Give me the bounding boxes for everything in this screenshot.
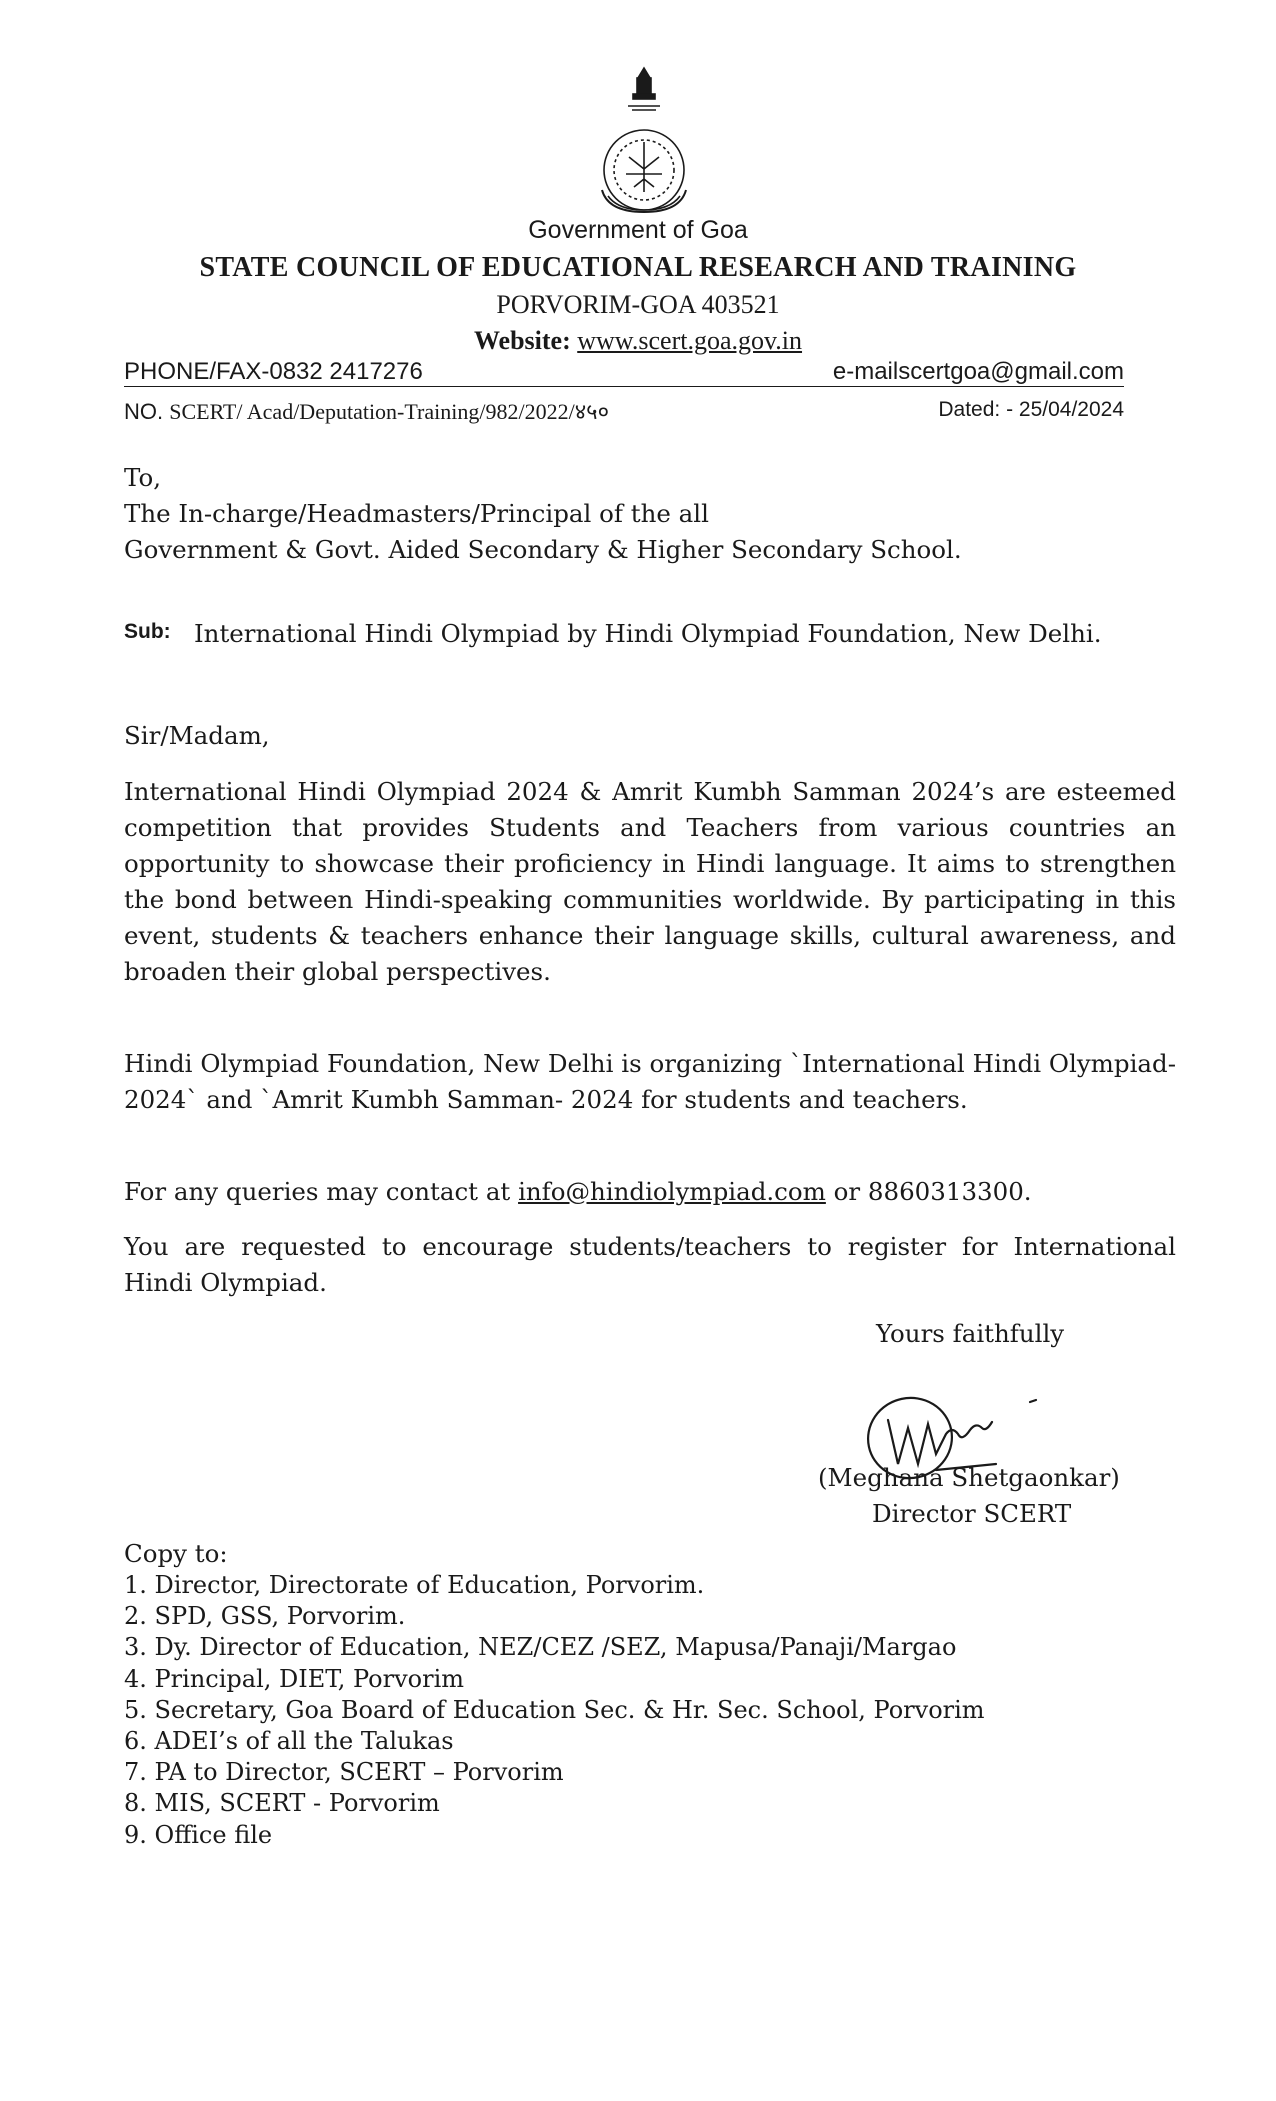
contact-email-link[interactable]: info@hindiolympiad.com [518, 1177, 826, 1206]
list-item: 7. PA to Director, SCERT – Porvorim [124, 1758, 564, 1787]
reference-code: SCERT/ Acad/Deputation-Training/982/2022/ [169, 399, 575, 424]
contact-text: For any queries may contact at [124, 1177, 519, 1206]
reference-number [124, 396, 609, 426]
recipient-to: To, [124, 463, 161, 492]
header-email: e-mailscertgoa@gmail.com [832, 358, 1124, 385]
salutation: Sir/Madam, [124, 721, 270, 750]
reference-handwritten: ४५० [574, 399, 610, 424]
body-paragraph: You are requested to encourage students/teachers to register for International Hindi Olympiad. [124, 1232, 1176, 1297]
recipient-line: Government & Govt. Aided Secondary & Higher Secondary School. [124, 535, 962, 564]
contact-phone: or 8860313300. [825, 1177, 1032, 1206]
contact-paragraph [124, 1174, 1176, 1210]
reference-prefix: NO. [124, 399, 170, 424]
list-item: 8. MIS, SCERT - Porvorim [124, 1789, 440, 1818]
header-divider [124, 386, 1124, 387]
signatory-title: Director SCERT [872, 1499, 1072, 1528]
list-item: 9. Office file [124, 1820, 273, 1849]
government-title: Government of Goa [528, 216, 748, 244]
list-item: 4. Principal, DIET, Porvorim [124, 1664, 464, 1693]
subject-text: International Hindi Olympiad by Hindi Olympiad Foundation, New Delhi. [194, 619, 1102, 648]
signatory-name: (Meghana Shetgaonkar) [818, 1463, 1120, 1492]
council-address: PORVORIM-GOA 403521 [496, 290, 780, 319]
list-item: 6. ADEI’s of all the Talukas [124, 1727, 454, 1756]
website-label: Website: [473, 326, 571, 355]
letter-date: Dated: - 25/04/2024 [938, 398, 1124, 421]
list-item: 3. Dy. Director of Education, NEZ/CEZ /SEZ, Mapusa/Panaji/Margao [124, 1633, 957, 1662]
council-title: STATE COUNCIL OF EDUCATIONAL RESEARCH AND TRAINING [199, 252, 1077, 283]
govt-of-goa-emblem-icon [584, 62, 704, 217]
copy-to-label: Copy to: [124, 1539, 228, 1568]
list-item: 2. SPD, GSS, Porvorim. [124, 1602, 406, 1631]
list-item: 5. Secretary, Goa Board of Education Sec. & Hr. Sec. School, Porvorim [124, 1695, 985, 1724]
subject-label: Sub: [124, 620, 171, 643]
phone-fax: PHONE/FAX-0832 2417276 [124, 358, 423, 385]
body-paragraph: International Hindi Olympiad 2024 & Amrit Kumbh Samman 2024’s are esteemed competition that provides Students and Teachers from various countries an opportunity to showcase their proficiency in Hindi language. It aims to strengthen the bond between Hindi-speaking communities worldwide. By participating in this event, students & teachers enhance their language skills, cultural awareness, and broaden their global perspectives. [124, 777, 1176, 986]
body-paragraph: Hindi Olympiad Foundation, New Delhi is organizing `International Hindi Olympiad-2024` and `Amrit Kumbh Samman- 2024 for students and teachers. [124, 1049, 1176, 1114]
closing-text: Yours faithfully [876, 1319, 1065, 1348]
recipient-block [124, 460, 1184, 568]
recipient-line: The In-charge/Headmasters/Principal of the all [124, 499, 709, 528]
website-link[interactable]: www.scert.goa.gov.in [577, 326, 803, 355]
copy-to-list [124, 1570, 985, 1851]
website-line [0, 326, 1276, 356]
list-item: 1. Director, Directorate of Education, Porvorim. [124, 1571, 705, 1599]
